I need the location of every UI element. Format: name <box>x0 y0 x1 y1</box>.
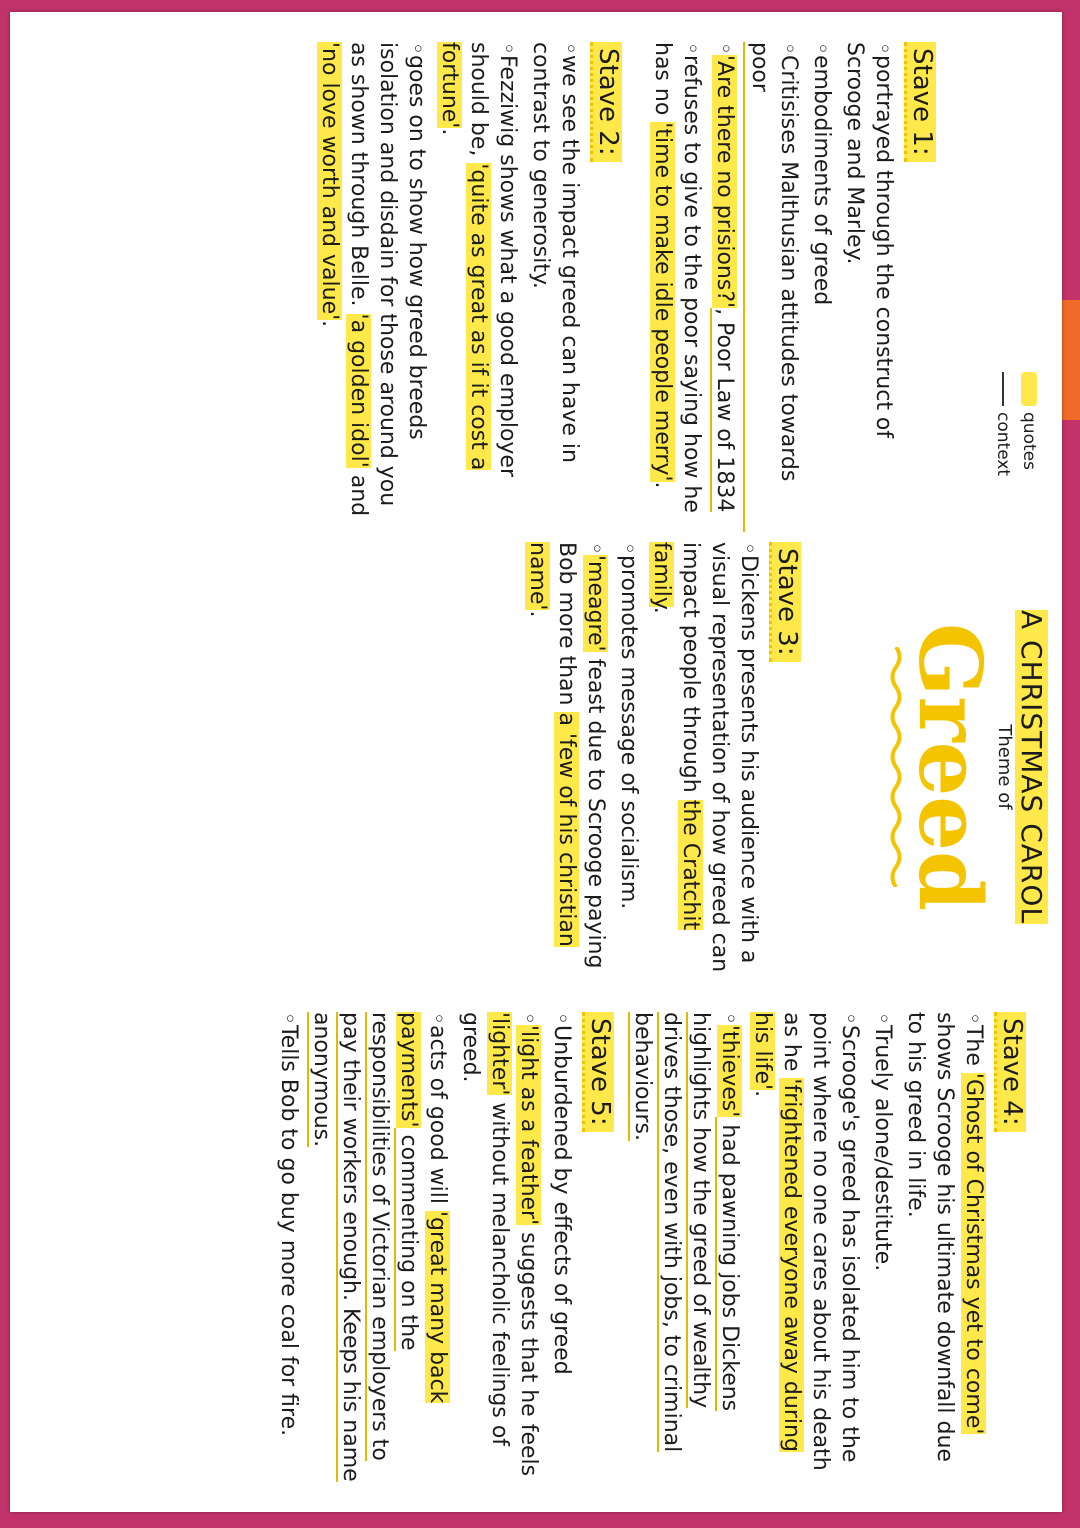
stave-5-heading: Stave 5: <box>582 1012 614 1132</box>
quote: 'quite as great as if it cost a fortune' <box>437 42 491 471</box>
stave-4-heading: Stave 4: <box>994 1012 1026 1132</box>
quote: 'thieves' <box>717 1024 742 1118</box>
stave-2-heading: Stave 2: <box>590 42 622 162</box>
page-title: A CHRISTMAS CAROL <box>1015 609 1048 925</box>
quote: 'lighter' <box>487 1012 512 1096</box>
stave-5-point-4: ◦Tells Bob to go buy more coal for fire. <box>276 1012 301 1437</box>
notes-page <box>10 12 1062 1512</box>
title-block <box>885 542 1048 992</box>
stave-3-point-1: ◦Dickens presents his audience with a visual representation of how greed can impact people through the Cratchit family. <box>649 542 761 973</box>
stave-4-point-2: ◦Truely alone/destitute. <box>870 1012 895 1272</box>
stave-1-heading: Stave 1: <box>904 42 936 162</box>
column-middle <box>519 542 811 992</box>
column-right <box>270 1012 1036 1482</box>
theme-word: Greed <box>899 622 1000 912</box>
stave-1-point-2: ◦embodiments of greed <box>809 42 834 306</box>
quote: 'Are there no prisions?' <box>712 54 737 309</box>
quote: 'no love worth and value' <box>317 42 342 321</box>
legend <box>990 372 1042 476</box>
stave-5-point-1: ◦Unburdened by effects of greed <box>549 1012 574 1375</box>
stave-4-point-1: ◦The 'Ghost of Christmas yet to come' shows Scrooge his ultimate downfall due to his greed in life. <box>903 1012 986 1462</box>
quote: 'frightened everyone away during his life' <box>750 1012 804 1452</box>
highlight-swatch-icon <box>1021 372 1037 406</box>
quote: 'light as a feather' <box>516 1024 541 1226</box>
stave-5-point-3: ◦acts of good will 'great many back payments' commenting on the responsibilities of Victorian employers to pay their workers enough. Keeps his name anonymous. <box>309 1012 450 1482</box>
underline-swatch-icon <box>1002 372 1004 406</box>
theme-of-label: Theme of <box>994 724 1015 810</box>
stave-2-point-2: ◦Fezziwig shows what a good employer should be, 'quite as great as if it cost a fortune'. <box>437 42 520 478</box>
stave-4-point-4: ◦'thieves' had pawning jobs Dickens highlights how the greed of wealthy drives those, even with jobs, to criminal behaviours. <box>630 1012 742 1453</box>
squiggle-underline-icon <box>889 647 903 887</box>
quote: 'time to make idle people merry' <box>650 122 675 482</box>
stave-3-heading: Stave 3: <box>769 542 801 662</box>
quote: a 'few of his christian name' <box>525 542 579 947</box>
stave-3-point-2: ◦promotes message of socialism. <box>616 542 641 910</box>
legend-context: context <box>990 372 1016 476</box>
stave-3-point-3: ◦'meagre' feast due to Scrooge paying Bob more than a 'few of his christian name'. <box>525 542 608 969</box>
quote: the Cratchit family <box>649 542 703 931</box>
quote: 'a golden idol' <box>346 313 371 468</box>
quote: 'Ghost of Christmas yet to come' <box>961 1072 986 1435</box>
stave-2-point-3: ◦goes on to show how greed breeds isolation and disdain for those around you as shown through Belle. 'a golden idol' and 'no love worth and value'. <box>317 42 429 517</box>
legend-quotes: quotes <box>1016 372 1042 476</box>
stave-5-point-2: ◦'light as a feather' suggests that he feels 'lighter' without melancholic feelings of greed. <box>458 1012 541 1477</box>
stave-1-point-3: ◦Critisises Malthusian attitudes towards poor <box>743 42 803 532</box>
quote: 'great many back payments' <box>396 1012 450 1404</box>
stave-4-point-3: ◦Scrooge's greed has isolated him to the point where no one cares about his death as he 'frightened everyone away during his life'. <box>750 1012 862 1471</box>
stave-2-point-1: ◦we see the impact greed can have in contrast to generosity. <box>528 42 582 463</box>
stave-1-point-1: ◦portrayed through the construct of Scrooge and Marley. <box>842 42 896 439</box>
column-left <box>311 42 946 532</box>
quote: 'meagre' <box>583 554 608 652</box>
stave-1-point-5: ◦refuses to give to the poor saying how he has no 'time to make idle people merry'. <box>650 42 704 513</box>
stave-1-point-4: ◦'Are there no prisions?', Poor Law of 1834 <box>712 42 737 513</box>
notes-content <box>16 22 1056 1502</box>
